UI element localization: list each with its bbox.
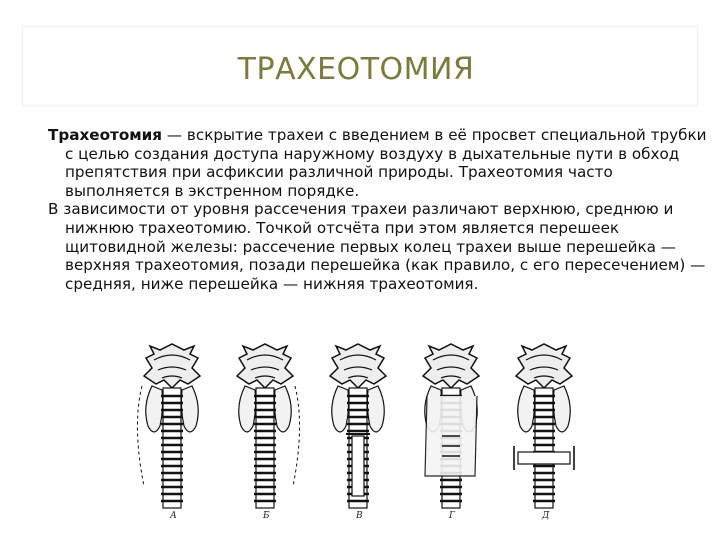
- term: Трахеотомия: [48, 126, 163, 144]
- diagram-d: [423, 344, 479, 508]
- diagram-a: [137, 344, 200, 508]
- label-b: Б: [263, 511, 270, 521]
- diagram-c: [330, 344, 386, 508]
- label-c: В: [356, 511, 363, 521]
- paragraph-definition: [48, 126, 708, 200]
- slide-title: ТРАХЕОТОМИЯ: [237, 51, 475, 87]
- label-a: А: [170, 511, 177, 521]
- tracheotomy-diagram-svg: [130, 336, 590, 522]
- diagram-e: [514, 344, 574, 508]
- title-box: [22, 26, 698, 106]
- body-text: [48, 126, 708, 293]
- types-text: В зависимости от уровня рассечения трахеи различают верхнюю, среднюю и нижнюю трахеотомию. Точкой отсчёта при этом является перешеек щитовидной железы: рассечение первых колец трахеи выше перешейка — верхняя трахеотомия, позади перешейка (как правило, с его пересечением) — средняя, ниже перешейка — нижняя трахеотомия.: [48, 200, 706, 293]
- label-d: Г: [449, 511, 455, 521]
- tracheotomy-diagram: [130, 336, 590, 522]
- paragraph-types: [48, 200, 708, 293]
- label-e: Д: [542, 511, 550, 521]
- definition-text: — вскрытие трахеи с введением в её просвет специальной трубки с целью создания доступа наружному воздуху в дыхательные пути в обход препятствия при асфиксии различной природы. Трахеотомия часто выполняется в экстренном порядке.: [65, 126, 707, 200]
- diagram-b: [237, 344, 300, 508]
